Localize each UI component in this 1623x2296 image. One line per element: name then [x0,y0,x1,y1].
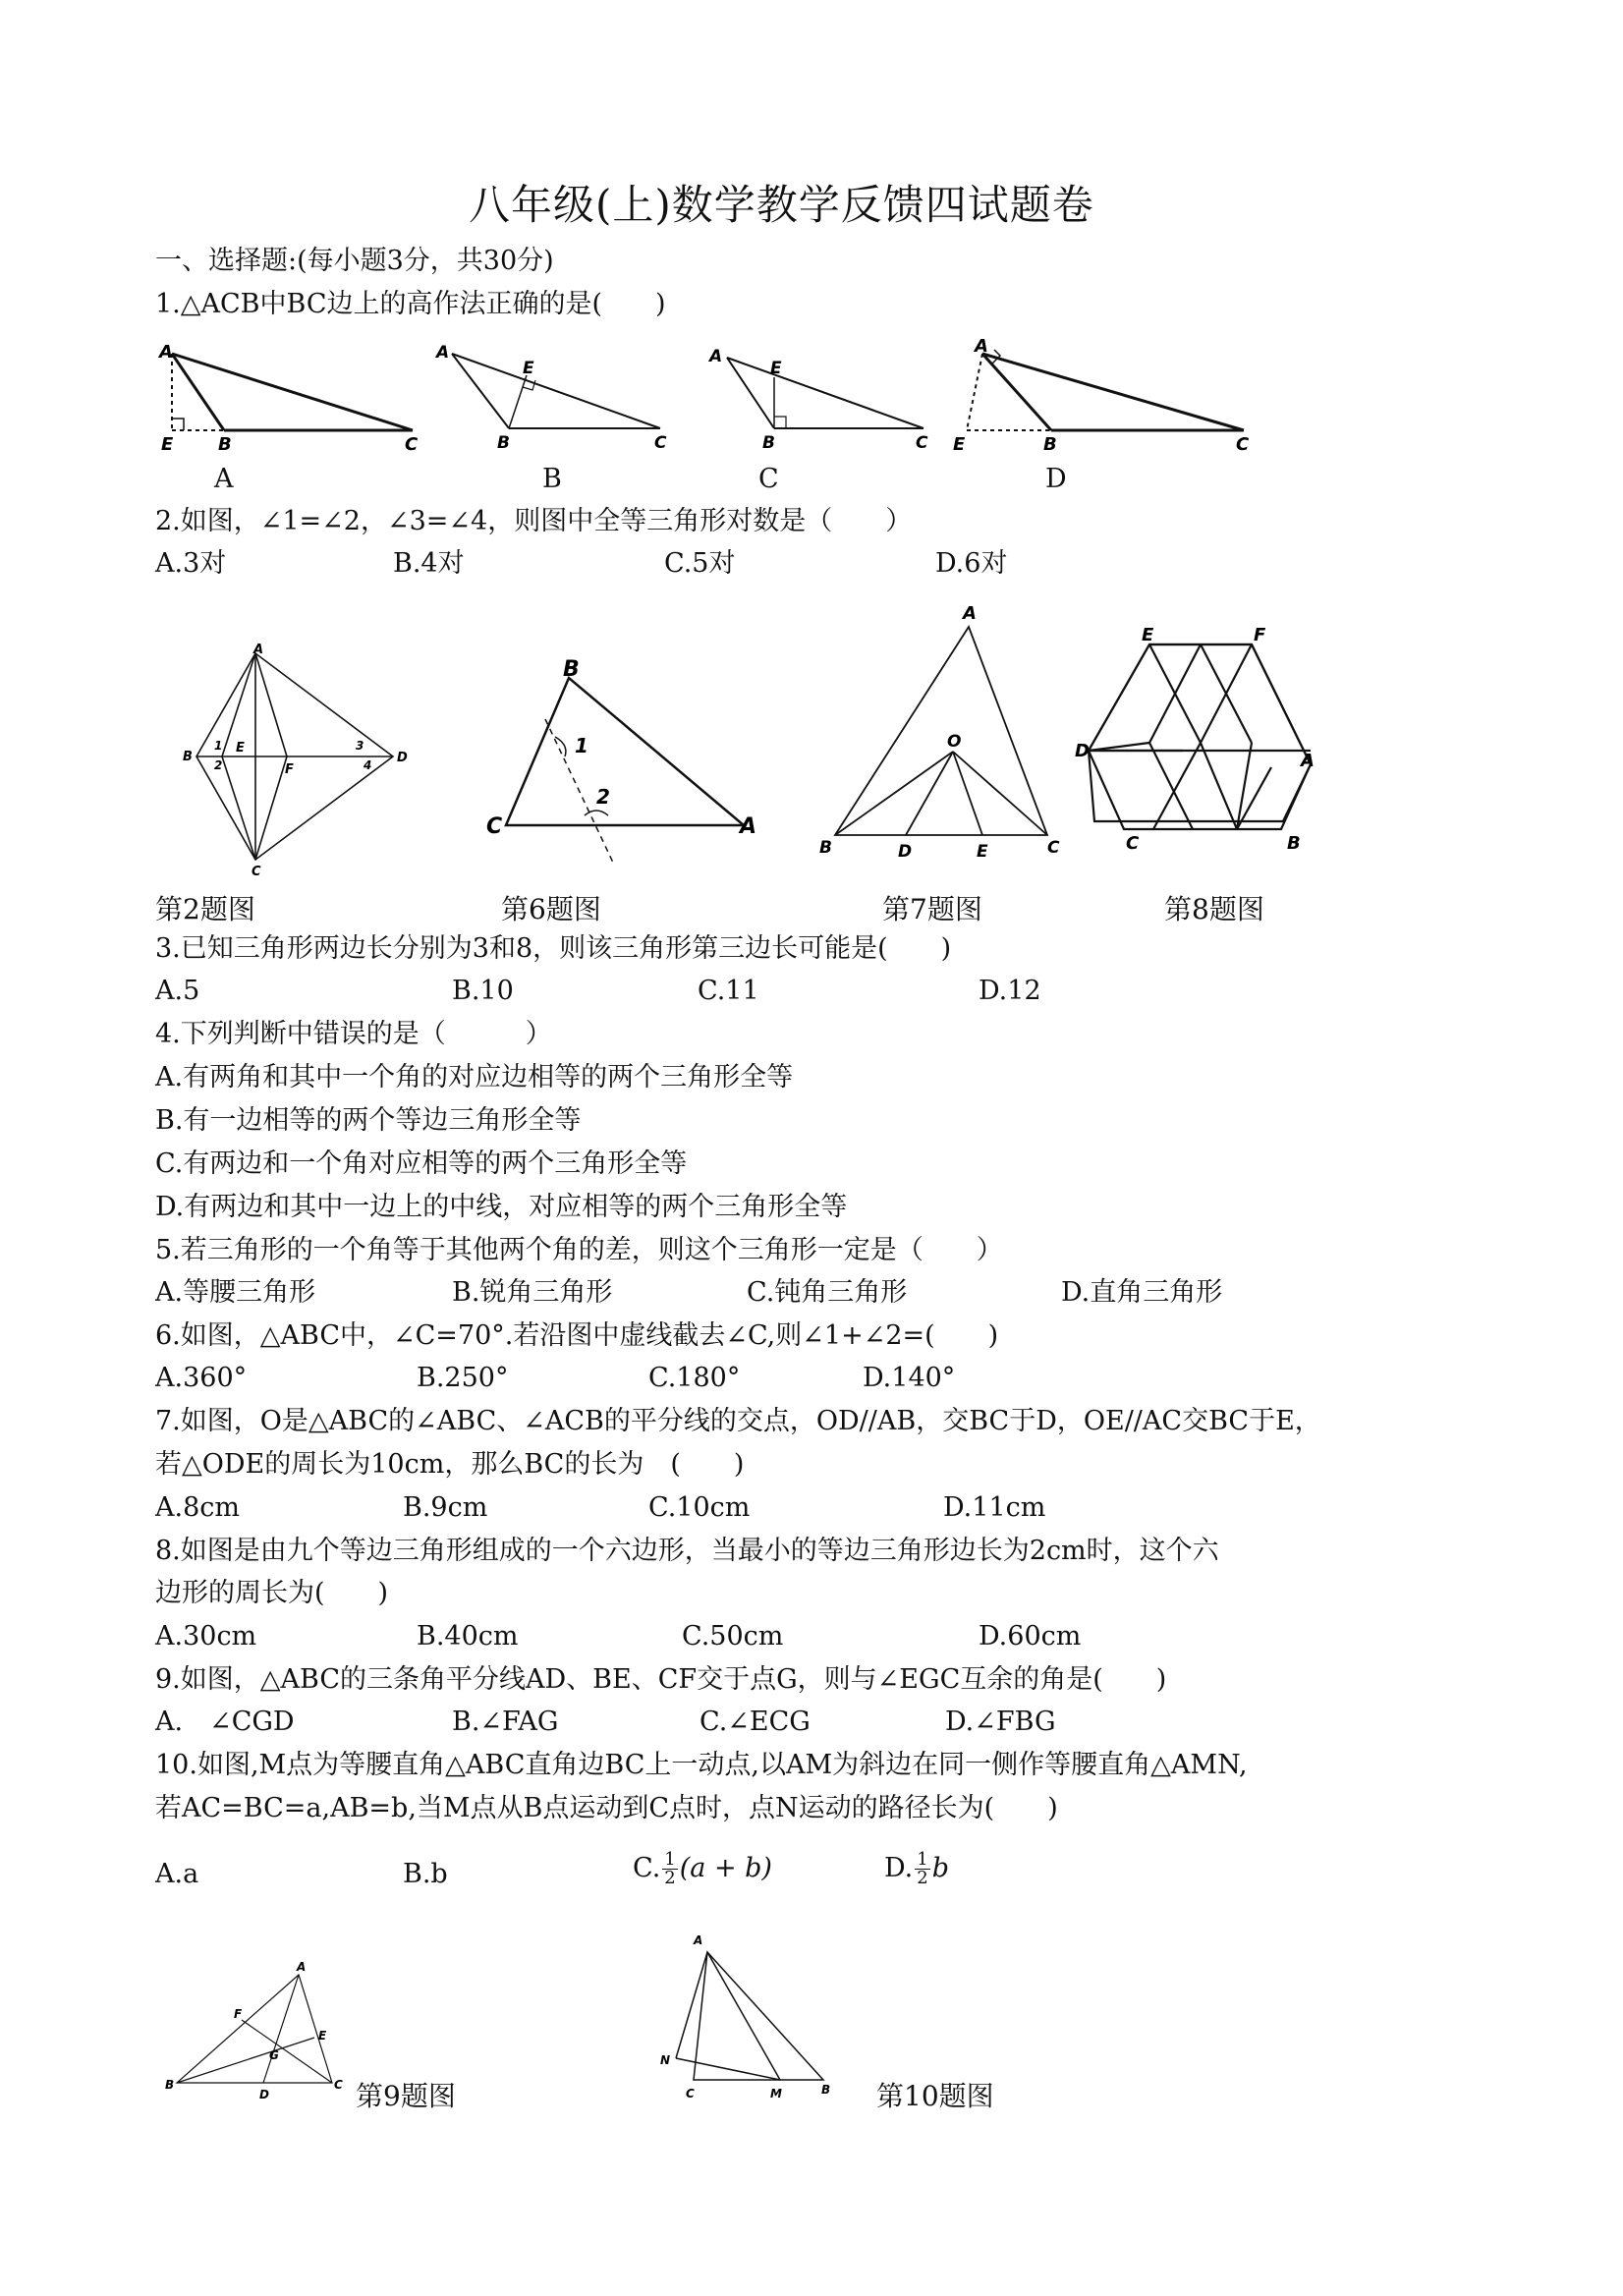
svg-text:A: A [297,1960,307,1974]
q2-option-c: C.5对 [664,548,736,579]
q1-figure-d [953,336,1250,462]
svg-text:C: C [1047,838,1060,858]
q10-option-c-denominator: 2 [664,1868,676,1888]
svg-text:C: C [916,433,928,453]
q2-option-a: A.3对 [155,548,227,579]
caption-fig8: 第8题图 [1164,893,1264,925]
q7-option-a: A.8cm [155,1492,240,1523]
svg-text:E: E [953,434,966,455]
caption-fig6: 第6题图 [501,893,601,925]
q8-option-c: C.50cm [682,1621,784,1652]
svg-text:E: E [770,359,782,378]
q8-figure-hexagon [1075,625,1315,870]
q8-option-a: A.30cm [155,1621,257,1652]
svg-text:B: B [821,2083,831,2097]
q6-figure [486,658,771,874]
q6-option-c: C.180° [648,1363,741,1393]
svg-text:B: B [762,433,775,453]
q4-option-a: A.有两角和其中一个角的对应边相等的两个三角形全等 [155,1062,794,1092]
question-10-stem-line2: 若AC=BC=a,AB=b,当M点从B点运动到C点时，点N运动的路径长为( ) [155,1793,1058,1823]
question-8-stem-line2: 边形的周长为( ) [155,1578,389,1608]
q7-figure [815,599,1061,865]
svg-text:A: A [975,336,988,357]
svg-text:E: E [318,2029,327,2043]
q6-option-b: B.250° [417,1363,509,1393]
page-title: 八年级(上)数学教学反馈四试题卷 [469,181,1094,229]
section-heading: 一、选择题:(每小题3分，共30分) [155,246,554,276]
svg-text:1: 1 [575,734,588,757]
q10-option-d-numerator: 1 [917,1849,928,1870]
q7-option-b: B.9cm [403,1492,488,1523]
q10-option-c-prefix: C. [633,1853,661,1883]
q9-figure [165,1961,362,2108]
q10-option-c-fraction [662,1851,677,1887]
svg-text:B: B [497,433,510,453]
q10-option-d-fraction [915,1851,929,1887]
svg-text:B: B [1043,434,1057,455]
q9-option-c: C.∠ECG [700,1707,811,1737]
svg-text:A: A [740,814,757,839]
svg-text:B: B [563,657,580,682]
svg-text:E: E [161,434,174,455]
q10-option-d-expr: b [931,1853,950,1883]
svg-text:B: B [1287,833,1301,854]
q4-option-c: C.有两边和一个角对应相等的两个三角形全等 [155,1148,688,1179]
svg-text:D: D [898,842,913,862]
q10-option-d [884,1851,949,1887]
svg-text:A: A [694,1933,703,1947]
svg-text:A: A [709,347,723,366]
question-8-stem-line1: 8.如图是由九个等边三角形组成的一个六边形，当最小的等边三角形边长为2cm时，这个六 [155,1536,1219,1566]
svg-text:C: C [405,434,419,455]
caption-fig7: 第7题图 [882,893,982,925]
svg-text:E: E [977,842,988,862]
q10-option-c-numerator: 1 [664,1849,676,1870]
question-1-stem: 1.△ACB中BC边上的高作法正确的是( ) [155,289,666,319]
q5-option-a: A.等腰三角形 [155,1277,316,1308]
q3-option-a: A.5 [155,976,200,1006]
q8-option-d: D.60cm [979,1621,1082,1652]
svg-text:D: D [259,2088,269,2101]
q5-option-b: B.锐角三角形 [452,1277,613,1308]
svg-text:A: A [253,643,264,657]
caption-fig9: 第9题图 [356,2080,456,2112]
q2-option-b: B.4对 [393,548,465,579]
question-4-stem: 4.下列判断中错误的是（ ） [155,1019,552,1049]
q1-label-c: C [758,464,779,494]
svg-text:B: B [183,750,193,764]
svg-text:C: C [686,2087,695,2100]
svg-text:D: D [397,751,408,765]
q2-option-d: D.6对 [935,548,1008,579]
svg-text:C: C [252,865,261,879]
svg-text:E: E [236,741,245,756]
svg-text:A: A [436,343,450,363]
svg-text:B: B [218,434,232,455]
q4-option-d: D.有两边和其中一边上的中线，对应相等的两个三角形全等 [155,1192,848,1222]
svg-text:A: A [1301,751,1315,771]
svg-text:3: 3 [356,739,364,753]
q9-option-a: A. ∠CGD [155,1707,295,1737]
q3-option-b: B.10 [452,976,514,1006]
q9-option-d: D.∠FBG [945,1707,1056,1737]
svg-text:O: O [947,732,962,752]
q10-option-b: B.b [403,1859,448,1889]
svg-text:B: B [165,2078,175,2092]
svg-text:G: G [269,2048,279,2062]
svg-text:F: F [285,762,294,777]
q6-option-d: D.140° [863,1363,956,1393]
svg-text:F: F [1254,625,1266,645]
q10-option-c [633,1851,772,1887]
svg-text:C: C [1236,434,1250,455]
q8-option-b: B.40cm [417,1621,519,1652]
svg-text:E: E [523,359,534,378]
q1-label-b: B [542,464,562,494]
q3-option-d: D.12 [979,976,1041,1006]
q1-figure-a [147,344,432,462]
svg-text:E: E [1142,625,1154,645]
q1-figure-c [707,344,943,462]
question-7-stem-line1: 7.如图，O是△ABC的∠ABC、∠ACB的平分线的交点，OD//AB，交BC于D，OE//AC交BC于E， [155,1406,1321,1436]
svg-text:4: 4 [364,758,372,772]
svg-text:2: 2 [214,758,223,772]
q1-label-d: D [1045,464,1067,494]
svg-text:F: F [234,2007,243,2021]
q4-option-b: B.有一边相等的两个等边三角形全等 [155,1105,582,1136]
svg-text:C: C [1126,833,1140,854]
q5-option-c: C.钝角三角形 [747,1277,908,1308]
q7-option-d: D.11cm [943,1492,1046,1523]
svg-text:M: M [770,2087,782,2100]
question-6-stem: 6.如图，△ABC中，∠C=70°.若沿图中虚线截去∠C,则∠1+∠2=( ) [155,1320,999,1351]
svg-text:C: C [486,814,503,839]
q10-figure [656,1931,843,2117]
question-2-stem: 2.如图，∠1=∠2，∠3=∠4，则图中全等三角形对数是（ ） [155,506,913,536]
q1-figure-b [432,344,688,462]
q2-figure-kite [177,644,432,879]
question-10-stem-line1: 10.如图,M点为等腰直角△ABC直角边BC上一动点,以AM为斜边在同一侧作等腰直角△AMN, [155,1750,1248,1780]
question-9-stem: 9.如图，△ABC的三条角平分线AD、BE、CF交于点G，则与∠EGC互余的角是( ) [155,1664,1167,1695]
q10-option-a: A.a [155,1859,199,1889]
q6-option-a: A.360° [155,1363,248,1393]
svg-text:C: C [654,433,667,453]
svg-text:N: N [660,2053,671,2067]
question-3-stem: 3.已知三角形两边长分别为3和8，则该三角形第三边长可能是( ) [155,933,952,964]
q10-option-c-expr: (a + b) [679,1853,772,1883]
question-7-stem-line2: 若△ODE的周长为10cm，那么BC的长为 ( ) [155,1449,745,1480]
caption-fig10: 第10题图 [876,2080,994,2112]
svg-text:A: A [963,603,977,624]
q5-option-d: D.直角三角形 [1061,1277,1223,1308]
svg-text:D: D [1075,741,1090,761]
question-5-stem: 5.若三角形的一个角等于其他两个角的差，则这个三角形一定是（ ） [155,1235,1003,1265]
q3-option-c: C.11 [698,976,759,1006]
q1-label-a: A [214,464,234,494]
q9-option-b: B.∠FAG [452,1707,559,1737]
q10-option-d-prefix: D. [884,1853,914,1883]
svg-text:1: 1 [214,739,223,753]
svg-text:C: C [334,2078,343,2092]
q7-option-c: C.10cm [648,1492,751,1523]
svg-text:2: 2 [596,785,610,809]
caption-fig2: 第2题图 [155,893,255,925]
q10-option-d-denominator: 2 [917,1868,928,1888]
svg-text:B: B [819,838,832,858]
svg-text:A: A [159,342,173,363]
